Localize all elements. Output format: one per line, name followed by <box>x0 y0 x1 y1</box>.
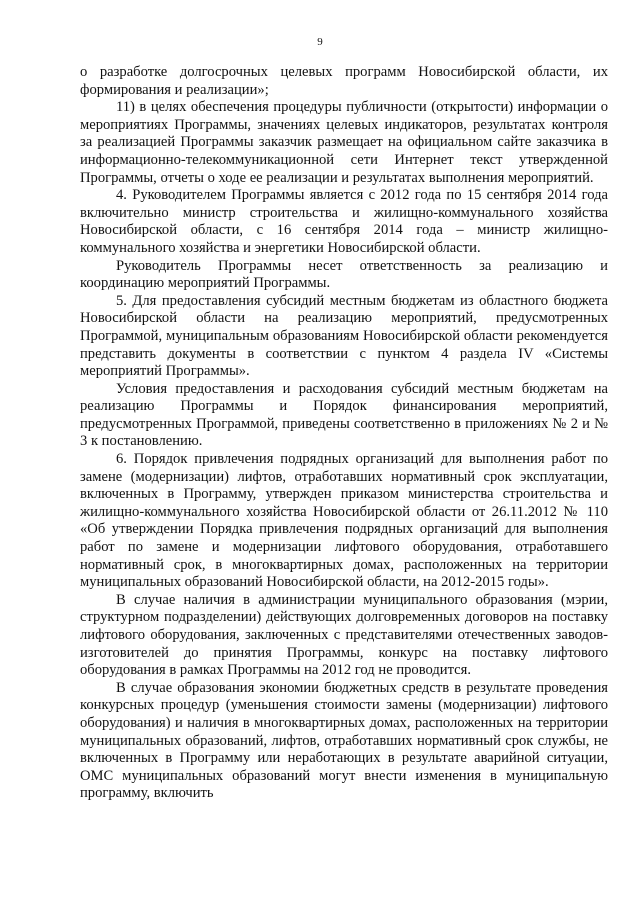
paragraph: 4. Руководителем Программы является с 2012 года по 15 сентября 2014 года включительно министр строительства и жилищно-коммунального хозяйства Новосибирской области, с 16 сентября 2014 года – министр жилищно-коммунального хозяйства и энергетики Новосибирской области. <box>80 187 608 256</box>
paragraph: 6. Порядок привлечения подрядных организаций для выполнения работ по замене (модернизации) лифтов, отработавших нормативный срок эксплуатации, включенных в Программу, утвержден приказом министерства строительства и жилищно-коммунального хозяйства Новосибирской области от 26.11.2012 № 110 «Об утверждении Порядка привлечения подрядных организаций для выполнения работ по замене и модернизации лифтового оборудования, отработавшего нормативный срок, в многоквартирных домах, расположенных на территории муниципальных образований Новосибирской области, на 2012-2015 годы». <box>80 451 608 591</box>
document-body <box>80 64 608 803</box>
paragraph: В случае наличия в администрации муниципального образования (мэрии, структурном подразделении) действующих долговременных договоров на поставку лифтового оборудования, заключенных с представителями отечественных заводов-изготовителей до принятия Программы, конкурс на поставку лифтового оборудования в рамках Программы на 2012 год не проводится. <box>80 591 608 679</box>
paragraph: Руководитель Программы несет ответственность за реализацию и координацию мероприятий Программы. <box>80 257 608 292</box>
paragraph: 11) в целях обеспечения процедуры публичности (открытости) информации о мероприятиях Программы, значениях целевых индикаторов, результатах контроля за реализацией Программы заказчик размещает на официальном сайте заказчика в информационно-телекоммуникационной сети Интернет текст утвержденной Программы, отчеты о ходе ее реализации и результатах выполнения мероприятий. <box>80 99 608 186</box>
paragraph: Условия предоставления и расходования субсидий местным бюджетам на реализацию Программы и Порядок финансирования мероприятий, предусмотренных Программой, приведены соответственно в приложениях № 2 и № 3 к постановлению. <box>80 380 608 450</box>
paragraph: о разработке долгосрочных целевых программ Новосибирской области, их формирования и реализации»; <box>80 64 608 98</box>
page-number: 9 <box>317 36 323 48</box>
paragraph: 5. Для предоставления субсидий местным бюджетам из областного бюджета Новосибирской области на реализацию мероприятий, предусмотренных Программой, муниципальным образованиям Новосибирской области рекомендуется представить документы в соответствии с пунктом 4 раздела IV «Системы мероприятий Программы». <box>80 292 608 380</box>
paragraph: В случае образования экономии бюджетных средств в результате проведения конкурсных процедур (уменьшения стоимости замены (модернизации) лифтового оборудования) и наличия в многоквартирных домах, расположенных на территории муниципальных образований, лифтов, отработавших нормативный срок службы, не включенных в Программу или неработающих в результате аварийной ситуации, ОМС муниципальных образований могут внести изменения в муниципальную программу, включить <box>80 679 608 802</box>
